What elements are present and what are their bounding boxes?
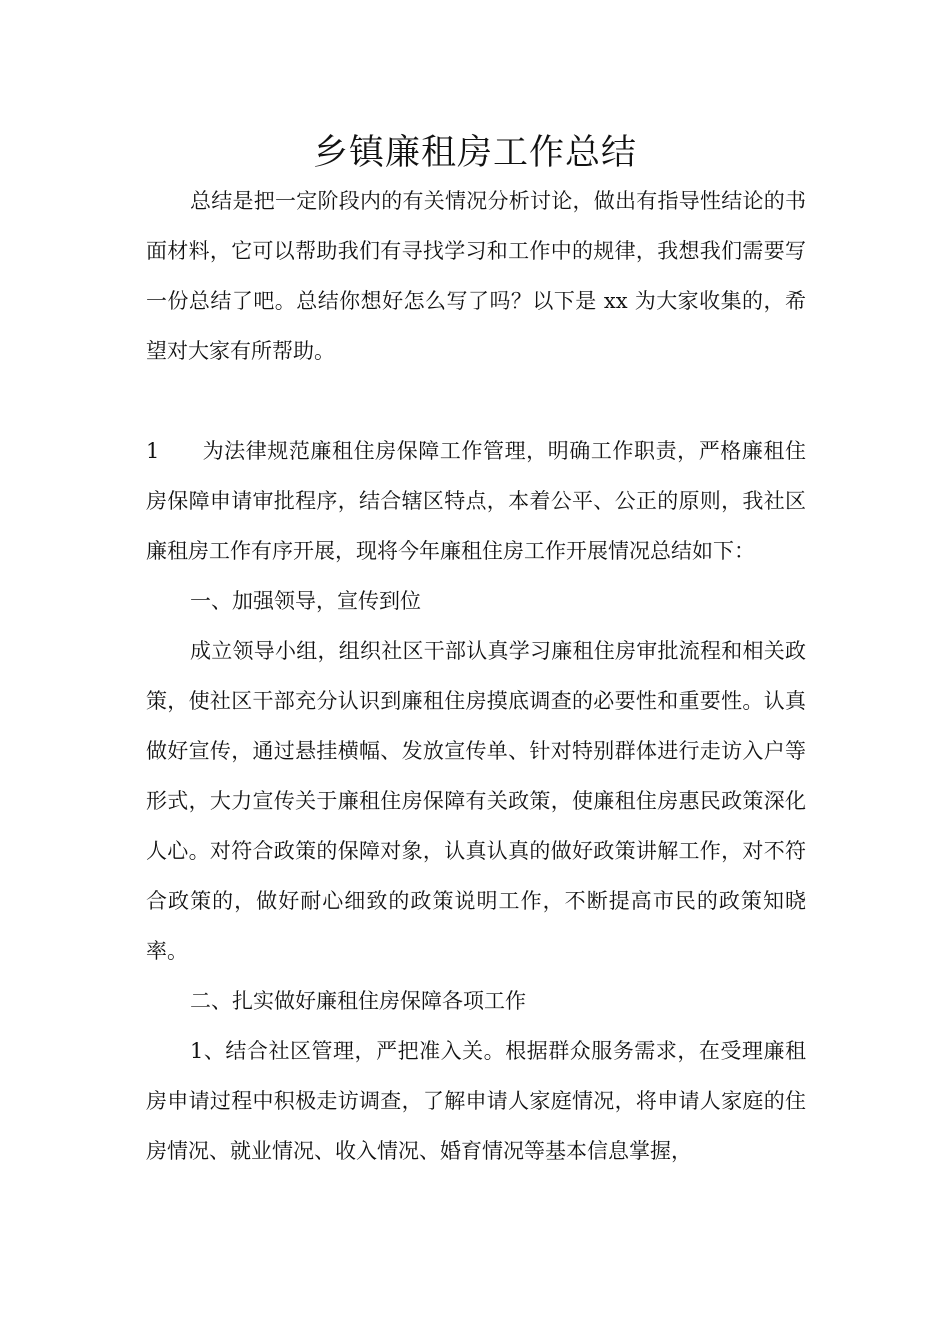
document-title: 乡镇廉租房工作总结 <box>312 133 637 173</box>
blank-line <box>146 376 806 426</box>
heading-1: 一、加强领导，宣传到位 <box>190 589 421 613</box>
section-1-number: 1 <box>146 439 160 463</box>
paragraph-2: 1、结合社区管理，严把准入关。根据群众服务需求，在受理廉租房申请过程中积极走访调查，了解申请人家庭情况，将申请人家庭的住房情况、就业情况、收入情况、婚育情况等基本信息掌握， <box>146 1039 806 1163</box>
intro-paragraph: 总结是把一定阶段内的有关情况分析讨论，做出有指导性结论的书面材料，它可以帮助我们有寻找学习和工作中的规律，我想我们需要写一份总结了吧。总结你想好怎么写了吗？以下是 xx 为大家收集的，希望对大家有所帮助。 <box>146 189 806 363</box>
heading-2: 二、扎实做好廉租住房保障各项工作 <box>190 989 526 1013</box>
paragraph-1: 成立领导小组，组织社区干部认真学习廉租住房审批流程和相关政策，使社区干部充分认识到廉租住房摸底调查的必要性和重要性。认真做好宣传，通过悬挂横幅、发放宣传单、针对特别群体进行走访入户等形式，大力宣传关于廉租住房保障有关政策，使廉租住房惠民政策深化人心。对符合政策的保障对象，认真认真的做好政策讲解工作，对不符合政策的，做好耐心细致的政策说明工作，不断提高市民的政策知晓率。 <box>146 639 806 963</box>
document-body <box>146 176 806 1176</box>
section-1-text: 为法律规范廉租住房保障工作管理，明确工作职责，严格廉租住房保障申请审批程序，结合辖区特点，本着公平、公正的原则，我社区廉租房工作有序开展，现将今年廉租住房工作开展情况总结如下： <box>146 439 806 563</box>
section-1-paragraph <box>146 426 806 576</box>
